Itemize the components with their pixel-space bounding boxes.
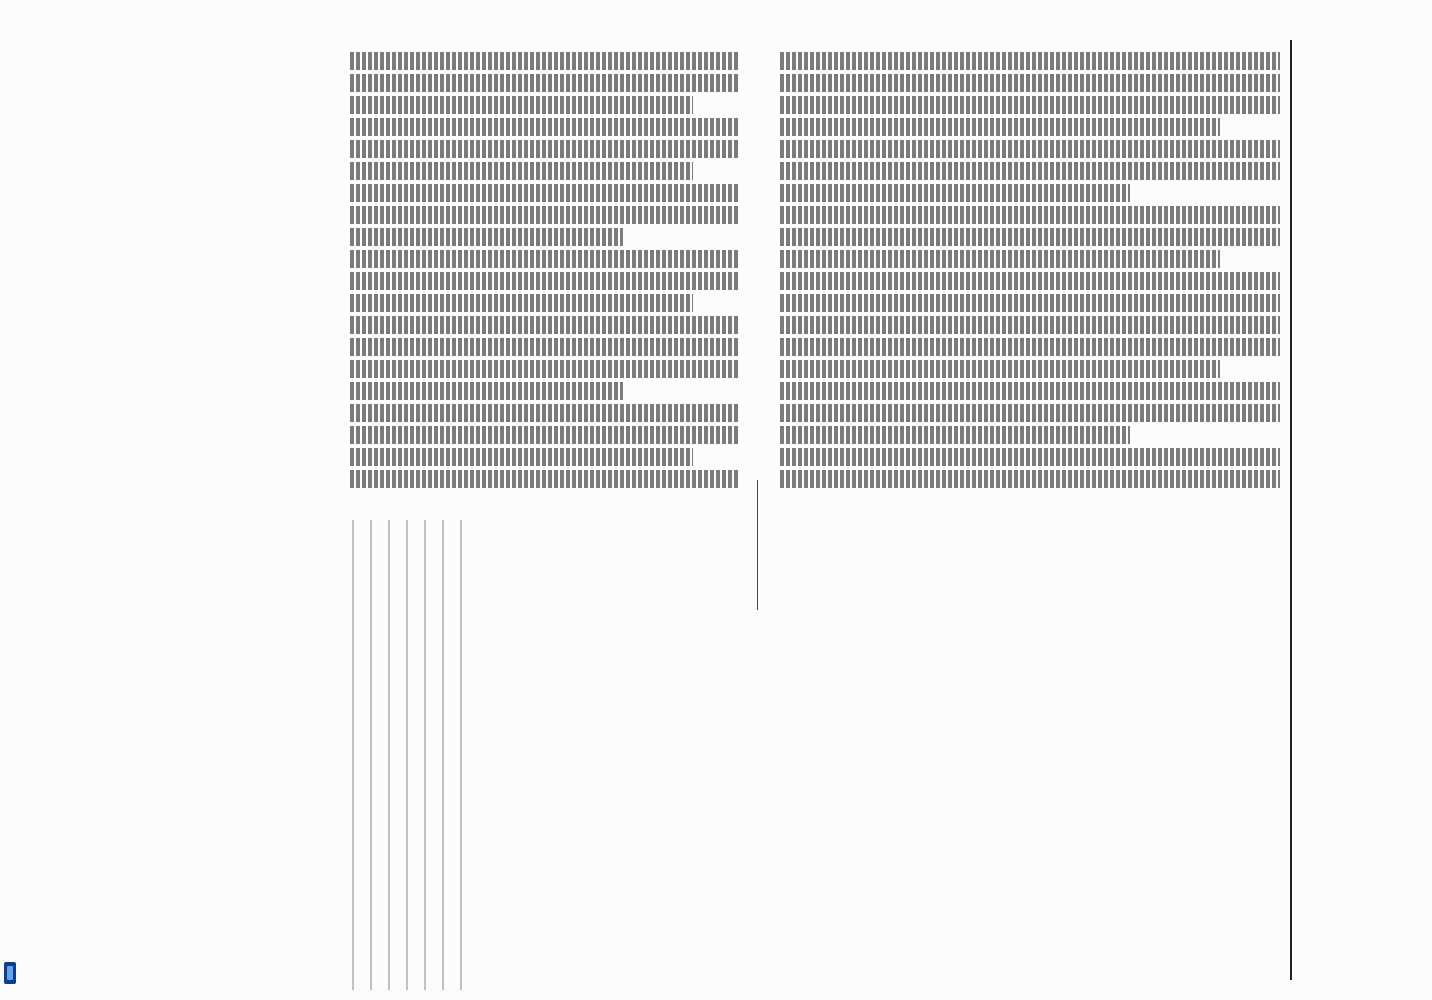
right-column <box>780 52 1280 572</box>
column-divider <box>757 480 758 610</box>
section-title <box>495 620 523 880</box>
vertical-footer-note <box>6 20 16 980</box>
dateline <box>560 560 588 690</box>
page-number <box>1300 54 1324 94</box>
dfg-logo-icon <box>4 962 16 984</box>
page-header <box>1300 300 1324 800</box>
signature-list <box>352 520 477 990</box>
left-column <box>350 52 740 572</box>
header-rule <box>1290 40 1292 980</box>
